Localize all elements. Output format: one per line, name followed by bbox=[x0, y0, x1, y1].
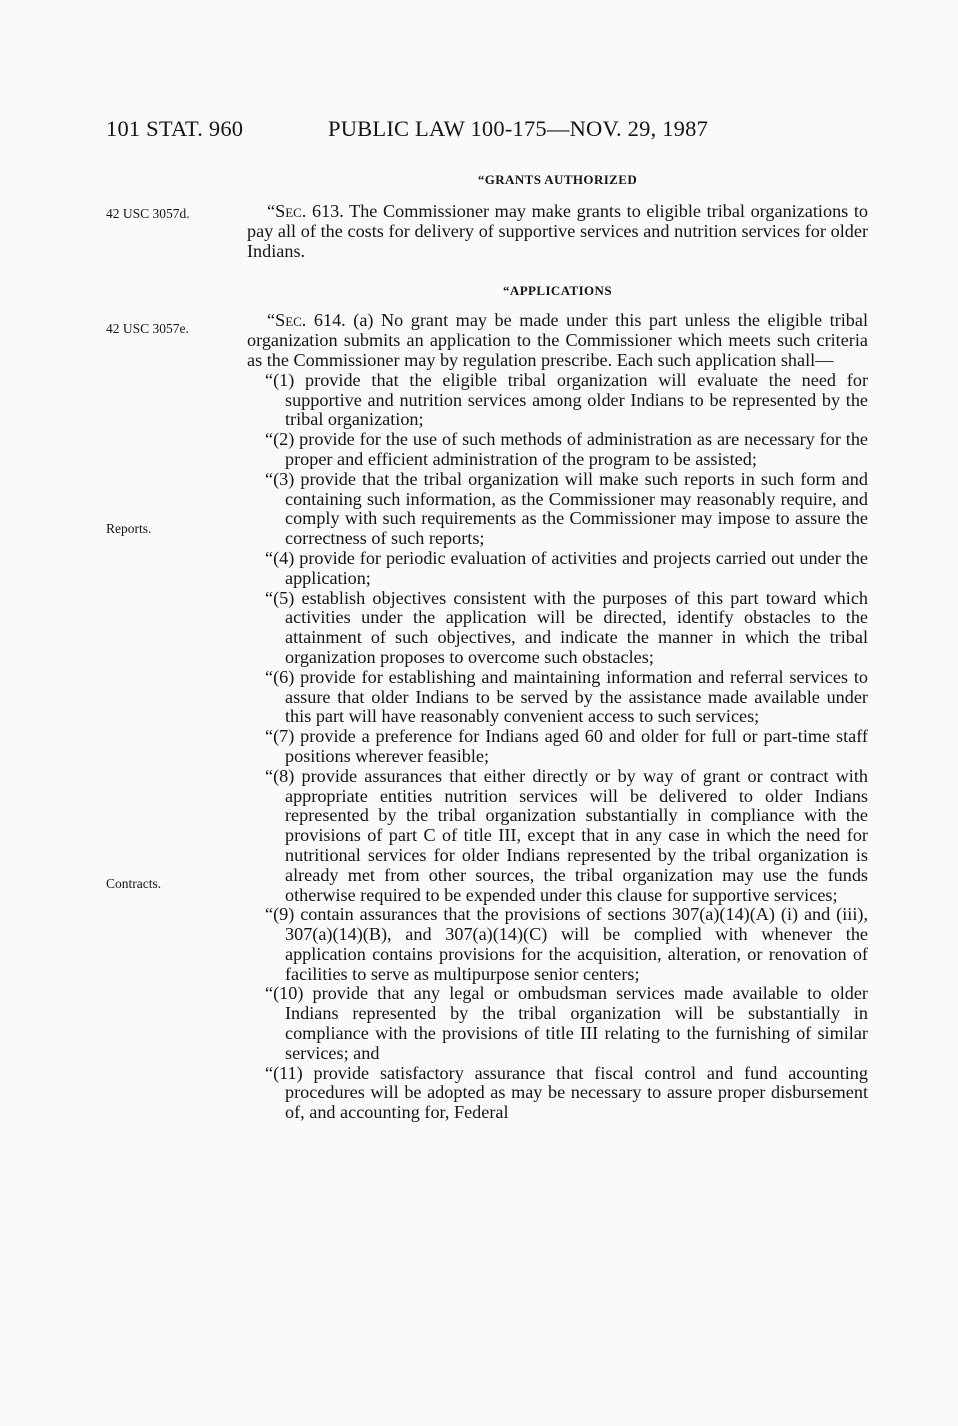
section-text: 613. The Commissioner may make grants to eligible tribal organizations to pay all of the costs for delivery of supportive services and nutrition services for older Indians. bbox=[247, 201, 868, 261]
section-613-paragraph bbox=[247, 202, 868, 261]
section-label: “Sec. bbox=[267, 310, 307, 331]
section-heading-grants-authorized: “GRANTS AUTHORIZED bbox=[477, 172, 638, 187]
application-item-4: “(4) provide for periodic evaluation of activities and projects carried out under the application; bbox=[265, 547, 868, 588]
application-item-1: “(1) provide that the eligible tribal organization will evaluate the need for supportive and nutrition services among older Indians to be represented by the tribal organization; bbox=[265, 369, 868, 430]
application-item-10: “(10) provide that any legal or ombudsman services made available to older Indians represented by the tribal organization will be substantially in compliance with the provisions of title III relating to the furnishing of similar services; and bbox=[265, 983, 868, 1063]
statute-page-number: 101 STAT. 960 bbox=[106, 116, 244, 141]
section-614-paragraph bbox=[247, 311, 868, 370]
margin-note-reports: Reports. bbox=[106, 521, 152, 536]
section-heading-applications: “APPLICATIONS bbox=[503, 283, 612, 299]
public-law-citation: PUBLIC LAW 100-175—NOV. 29, 1987 bbox=[328, 116, 709, 141]
margin-note-contracts: Contracts. bbox=[106, 876, 162, 891]
section-label: “Sec. bbox=[267, 201, 307, 221]
application-item-5: “(5) establish objectives consistent with the purposes of this part toward which activities under the application will be directed, identify obstacles to the attainment of such objectives, and indicate the manner in which the tribal organization proposes to overcome such obstacles; bbox=[265, 587, 868, 667]
application-item-6: “(6) provide for establishing and maintaining information and referral services to assure that older Indians to be served by the assistance made available under this part will have reasonably convenient access to such services; bbox=[265, 666, 868, 727]
application-item-9: “(9) contain assurances that the provisions of sections 307(a)(14)(A) (i) and (iii), 307(a)(14)(B), and 307(a)(14)(C) will be complied with whenever the application contains provisions for the acquisition, alteration, or renovation of facilities to serve as multipurpose senior centers; bbox=[265, 904, 868, 984]
application-item-3: “(3) provide that the tribal organization will make such reports in such form and containing such information, as the Commissioner may reasonably require, and comply with such requirements as the Commissioner may impose to assure the correctness of such reports; bbox=[265, 468, 868, 549]
statute-body bbox=[247, 170, 868, 1123]
application-item-2: “(2) provide for the use of such methods of administration as are necessary for the proper and efficient administration of the program to be assisted; bbox=[265, 429, 868, 469]
margin-note-usc-3057e: 42 USC 3057e. bbox=[106, 321, 189, 336]
application-item-7: “(7) provide a preference for Indians aged 60 and older for full or part-time staff positions wherever feasible; bbox=[265, 726, 868, 766]
margin-note-usc-3057d: 42 USC 3057d. bbox=[106, 206, 190, 221]
application-item-8: “(8) provide assurances that either directly or by way of grant or contract with appropriate entities nutrition services will be delivered to older Indians represented by the tribal organization substantially in compliance with the provisions of part C of title III, except that in any case in which the need for nutritional services for older Indians represented by the tribal organization is already met from other sources, the tribal organization may use the funds otherwise required to be expended under this clause for supportive services; bbox=[265, 765, 868, 905]
application-item-11: “(11) provide satisfactory assurance that fiscal control and fund accounting procedures will be adopted as may be necessary to assure proper disbursement of, and accounting for, Federal bbox=[265, 1062, 868, 1123]
running-head bbox=[106, 116, 876, 148]
section-text: 614. (a) No grant may be made under this part unless the eligible tribal organization submits an application to the Commissioner which meets such criteria as the Commissioner may by regulation prescribe. Each such application shall— bbox=[247, 310, 868, 370]
